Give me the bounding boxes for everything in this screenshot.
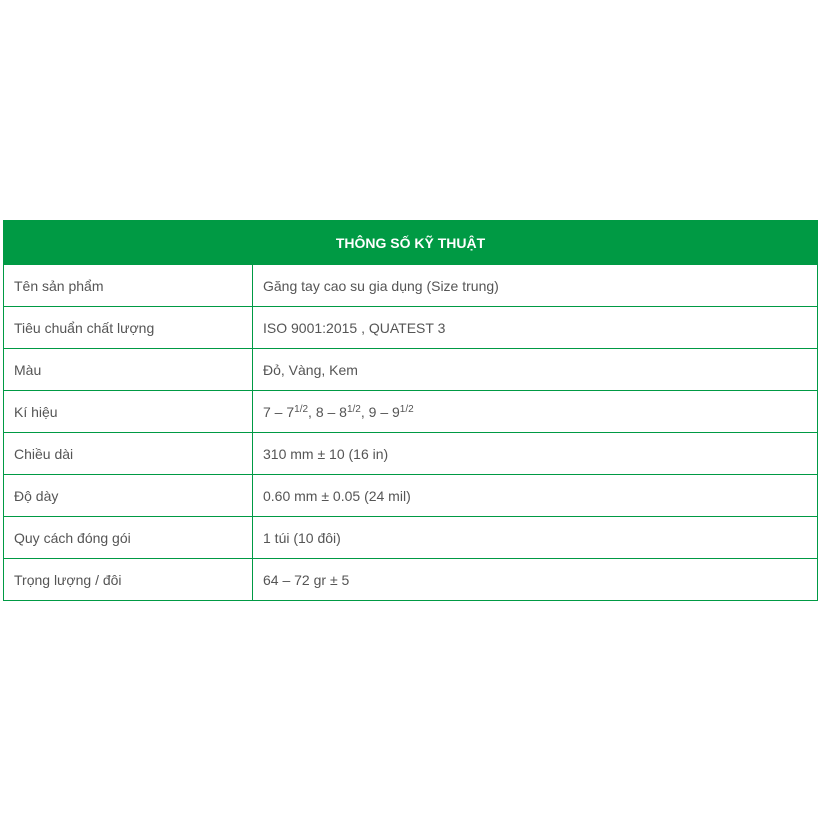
table-row	[4, 265, 818, 307]
size-separator: ,	[308, 403, 316, 420]
table-header-title: THÔNG SỐ KỸ THUẬT	[4, 221, 818, 265]
size-8-base: 8 – 8	[315, 403, 347, 420]
row-value-quality-standard: ISO 9001:2015 , QUATEST 3	[253, 307, 818, 349]
row-value-weight: 64 – 72 gr ± 5	[253, 559, 818, 601]
table-row	[4, 349, 818, 391]
row-value-length: 310 mm ± 10 (16 in)	[253, 433, 818, 475]
row-value-color: Đỏ, Vàng, Kem	[253, 349, 818, 391]
size-separator: ,	[360, 403, 369, 420]
table-row	[4, 475, 818, 517]
table-row	[4, 559, 818, 601]
row-label-packaging: Quy cách đóng gói	[4, 517, 253, 559]
row-label-quality-standard: Tiêu chuẩn chất lượng	[4, 307, 253, 349]
row-label-symbol: Kí hiệu	[4, 391, 253, 433]
table-header-row	[4, 221, 818, 265]
row-value-product-name: Găng tay cao su gia dụng (Size trung)	[253, 265, 818, 307]
row-label-thickness: Độ dày	[4, 475, 253, 517]
table-row	[4, 307, 818, 349]
table-row	[4, 391, 818, 433]
table-row	[4, 433, 818, 475]
row-label-color: Màu	[4, 349, 253, 391]
row-label-length: Chiều dài	[4, 433, 253, 475]
row-label-weight: Trọng lượng / đôi	[4, 559, 253, 601]
spec-table	[3, 220, 818, 601]
table-row	[4, 517, 818, 559]
row-label-product-name: Tên sản phẩm	[4, 265, 253, 307]
size-7-base: 7 – 7	[263, 403, 295, 420]
row-value-thickness: 0.60 mm ± 0.05 (24 mil)	[253, 475, 818, 517]
size-7-fraction: 1/2	[294, 403, 309, 415]
size-9-base: 9 – 9	[368, 403, 400, 420]
size-8-fraction: 1/2	[346, 403, 361, 415]
row-value-packaging: 1 túi (10 đôi)	[253, 517, 818, 559]
row-value-symbol	[253, 391, 818, 433]
size-9-fraction: 1/2	[399, 403, 414, 415]
